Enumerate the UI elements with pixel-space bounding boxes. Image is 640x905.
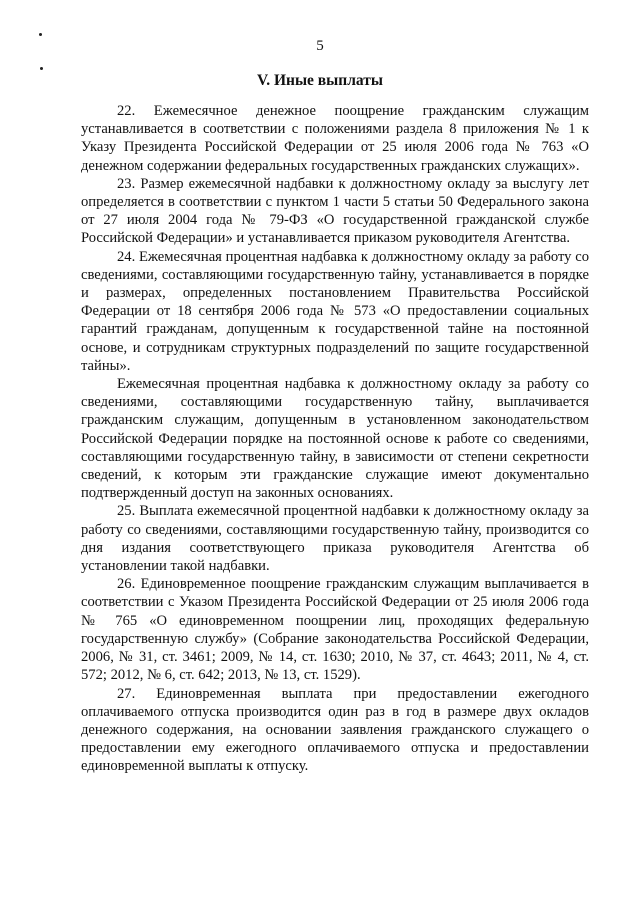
page-number: 5	[316, 38, 324, 54]
paragraph-22: 22. Ежемесячное денежное поощрение гражданским служащим устанавливается в соответствии с положениями раздела 8 приложения № 1 к Указу Президента Российской Федерации от 25 июля 2006 года № 763 «О денежном содержании федеральных государственных гражданских служащих».	[81, 103, 589, 174]
paragraph-27: 27. Единовременная выплата при предоставлении ежегодного оплачиваемого отпуска производится один раз в год в размере двух окладов денежного содержания, на основании заявления гражданского служащего о предоставлении ему ежегодного оплачиваемого отпуска и предоставлении единовременной выплаты к отпуску.	[81, 685, 589, 775]
paragraph-24: 24. Ежемесячная процентная надбавка к должностному окладу за работу со сведениями, составляющими государственную тайну, устанавливается в порядке и размерах, определенных постановлением Правительства Российской Федерации от 18 сентября 2006 года № 573 «О предоставлении социальных гарантий гражданам, допущенным к государственной тайне на постоянной основе, и сотрудникам структурных подразделений по защите государственной тайны».	[81, 248, 589, 374]
paragraph-26: 26. Единовременное поощрение гражданским служащим выплачивается в соответствии с Указом Президента Российской Федерации от 25 июля 2006 года № 765 «О единовременном поощрении лиц, проходящих федеральную государственную службу» (Собрание законодательства Российской Федерации, 2006, № 31, ст. 3461; 2009, № 14, ст. 1630; 2010, № 37, ст. 4643; 2011, № 4, ст. 572; 2012, № 6, ст. 642; 2013, № 13, ст. 1529).	[81, 576, 589, 684]
document-body	[81, 102, 589, 776]
scan-speck	[39, 33, 42, 36]
paragraph-24-continued: Ежемесячная процентная надбавка к должностному окладу за работу со сведениями, составляющими государственную тайну, выплачивается гражданским служащим, допущенным в установленном законодательством Российской Федерации порядке на постоянной основе к работе со сведениями, составляющими государственную тайну, в зависимости от степени секретности сведений, к которым эти гражданские служащие имеют документально подтвержденный доступ на законных основаниях.	[81, 376, 589, 502]
section-title: V. Иные выплаты	[257, 72, 383, 89]
paragraph-23: 23. Размер ежемесячной надбавки к должностному окладу за выслугу лет определяется в соответствии с пунктом 1 части 5 статьи 50 Федерального закона от 27 июля 2004 года № 79-ФЗ «О государственной гражданской службе Российской Федерации» и устанавливается приказом руководителя Агентства.	[81, 175, 589, 247]
scan-speck	[40, 67, 43, 70]
paragraph-25: 25. Выплата ежемесячной процентной надбавки к должностному окладу за работу со сведениями, составляющими государственную тайну, производится со дня издания соответствующего приказа руководителя Агентства об установлении такой надбавки.	[81, 503, 589, 575]
